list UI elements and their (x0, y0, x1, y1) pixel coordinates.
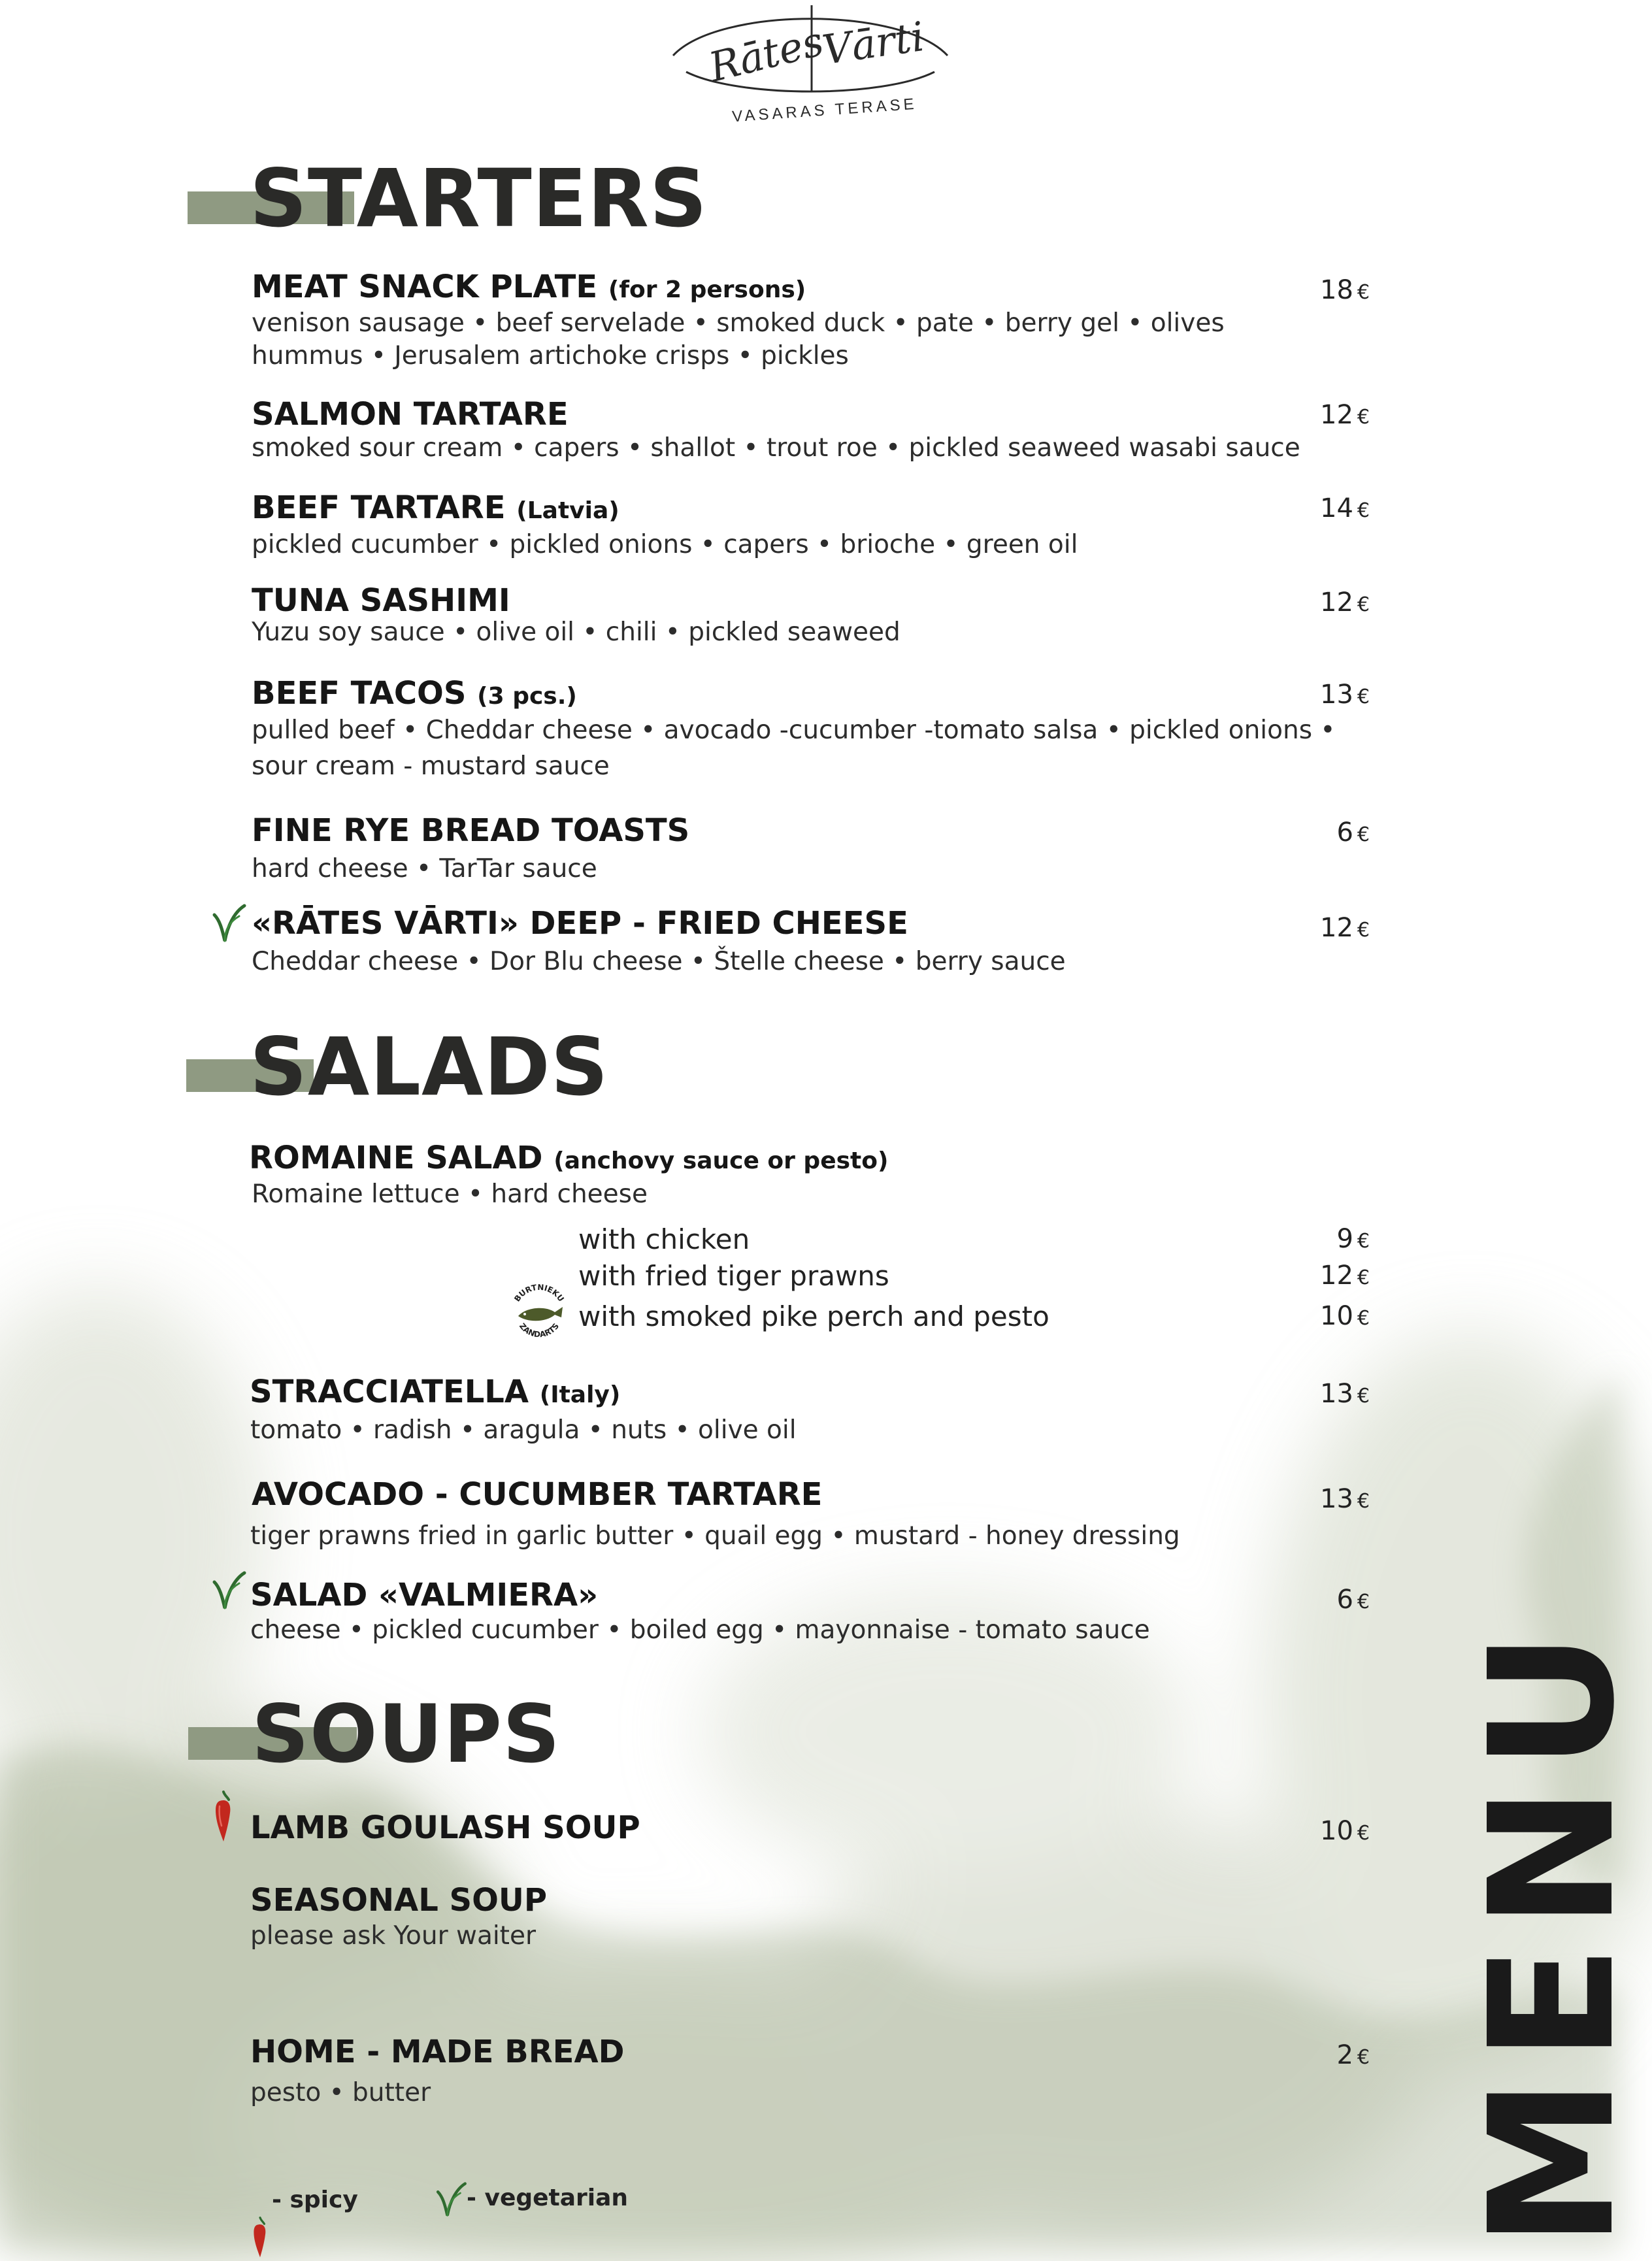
menu-item-price: 13 € (1320, 1484, 1370, 1514)
menu-item-price: 6 € (1336, 817, 1370, 848)
menu-item-price: 2 € (1336, 2040, 1370, 2070)
legend-spicy-label: - spicy (272, 2187, 358, 2213)
menu-item-description: sour cream - mustard sauce (252, 751, 610, 781)
menu-item-description: smoked sour cream • capers • shallot • trout roe • pickled seaweed wasabi sauce (252, 433, 1300, 463)
svg-text:BURTNIEKU: BURTNIEKU (512, 1282, 566, 1304)
menu-item-description: hummus • Jerusalem artichoke crisps • pickles (252, 341, 849, 371)
menu-item-description: Romaine lettuce • hard cheese (252, 1180, 648, 1209)
menu-item-price: 10 € (1320, 1301, 1370, 1331)
vegetarian-icon (210, 1570, 247, 1611)
menu-item-variant: with smoked pike perch and pesto (578, 1300, 1049, 1332)
menu-item-name: LAMB GOULASH SOUP (250, 1809, 640, 1846)
legend-vegetarian-icon (434, 2181, 468, 2218)
menu-item-description: pesto • butter (250, 2078, 431, 2107)
menu-item-description: hard cheese • TarTar sauce (252, 854, 597, 883)
menu-item-variant: with chicken (578, 1223, 750, 1255)
menu-item-price: 13 € (1320, 1379, 1370, 1409)
vegetarian-icon (210, 903, 247, 944)
svg-text:ZANDARTS: ZANDARTS (517, 1321, 561, 1340)
menu-item-price: 12 € (1320, 913, 1370, 943)
brand-name-left: Rātes (704, 17, 829, 91)
section-title-starters: STARTERS (250, 152, 708, 245)
menu-item-description: Cheddar cheese • Dor Blu cheese • Štelle cheese • berry sauce (252, 947, 1066, 976)
menu-item-name: SEASONAL SOUP (250, 1882, 548, 1919)
menu-item-price: 13 € (1320, 680, 1370, 710)
menu-item-name: STRACCIATELLA (Italy) (250, 1374, 621, 1410)
section-title-soups: SOUPS (252, 1688, 561, 1781)
menu-item-variant: with fried tiger prawns (578, 1260, 889, 1292)
menu-item-price: 18 € (1320, 275, 1370, 305)
pike-perch-badge-icon (506, 1281, 572, 1346)
menu-item-description: please ask Your waiter (250, 1921, 536, 1951)
section-title-salads: SALADS (250, 1021, 609, 1114)
brand-name-right: Vārti (819, 12, 927, 74)
menu-item-price: 10 € (1320, 1816, 1370, 1846)
menu-item-description: pulled beef • Cheddar cheese • avocado -cucumber -tomato salsa • pickled onions • (252, 716, 1336, 745)
menu-item-price: 12 € (1320, 587, 1370, 618)
menu-item-name: FINE RYE BREAD TOASTS (252, 812, 690, 849)
menu-item-price: 6 € (1336, 1585, 1370, 1615)
menu-item-name: BEEF TACOS (3 pcs.) (252, 675, 577, 712)
menu-item-name: MEAT SNACK PLATE (for 2 persons) (252, 269, 806, 305)
menu-item-price: 14 € (1320, 493, 1370, 523)
menu-item-name: HOME - MADE BREAD (250, 2034, 625, 2070)
menu-item-price: 12 € (1320, 400, 1370, 430)
menu-item-name: BEEF TARTARE (Latvia) (252, 489, 620, 526)
chili-pepper-icon (210, 1789, 237, 1844)
menu-item-name: «RĀTES VĀRTI» DEEP - FRIED CHEESE (252, 905, 908, 942)
menu-item-name: SALAD «VALMIERA» (250, 1577, 599, 1613)
menu-item-description: Yuzu soy sauce • olive oil • chili • pickled seaweed (252, 618, 900, 647)
menu-item-description: tiger prawns fried in garlic butter • quail egg • mustard - honey dressing (250, 1521, 1180, 1551)
menu-item-description: tomato • radish • aragula • nuts • olive oil (250, 1415, 797, 1445)
menu-item-price: 9 € (1336, 1224, 1370, 1254)
legend-vegetarian-label: - vegetarian (467, 2185, 629, 2211)
menu-item-name: ROMAINE SALAD (anchovy sauce or pesto) (249, 1140, 889, 1176)
menu-item-name: SALMON TARTARE (252, 396, 569, 433)
side-title-menu: MENU (1453, 1615, 1652, 2248)
legend-chili-pepper-icon (250, 2214, 271, 2261)
brand-logo (667, 0, 954, 131)
menu-item-price: 12 € (1320, 1261, 1370, 1291)
menu-item-description: venison sausage • beef servelade • smoked duck • pate • berry gel • olives (252, 308, 1225, 338)
menu-item-name: TUNA SASHIMI (252, 582, 510, 619)
brand-tagline: VASARAS TERASE (731, 95, 918, 126)
menu-item-name: AVOCADO - CUCUMBER TARTARE (252, 1476, 823, 1513)
menu-item-description: pickled cucumber • pickled onions • capers • brioche • green oil (252, 530, 1078, 559)
menu-item-description: cheese • pickled cucumber • boiled egg • mayonnaise - tomato sauce (250, 1615, 1150, 1645)
